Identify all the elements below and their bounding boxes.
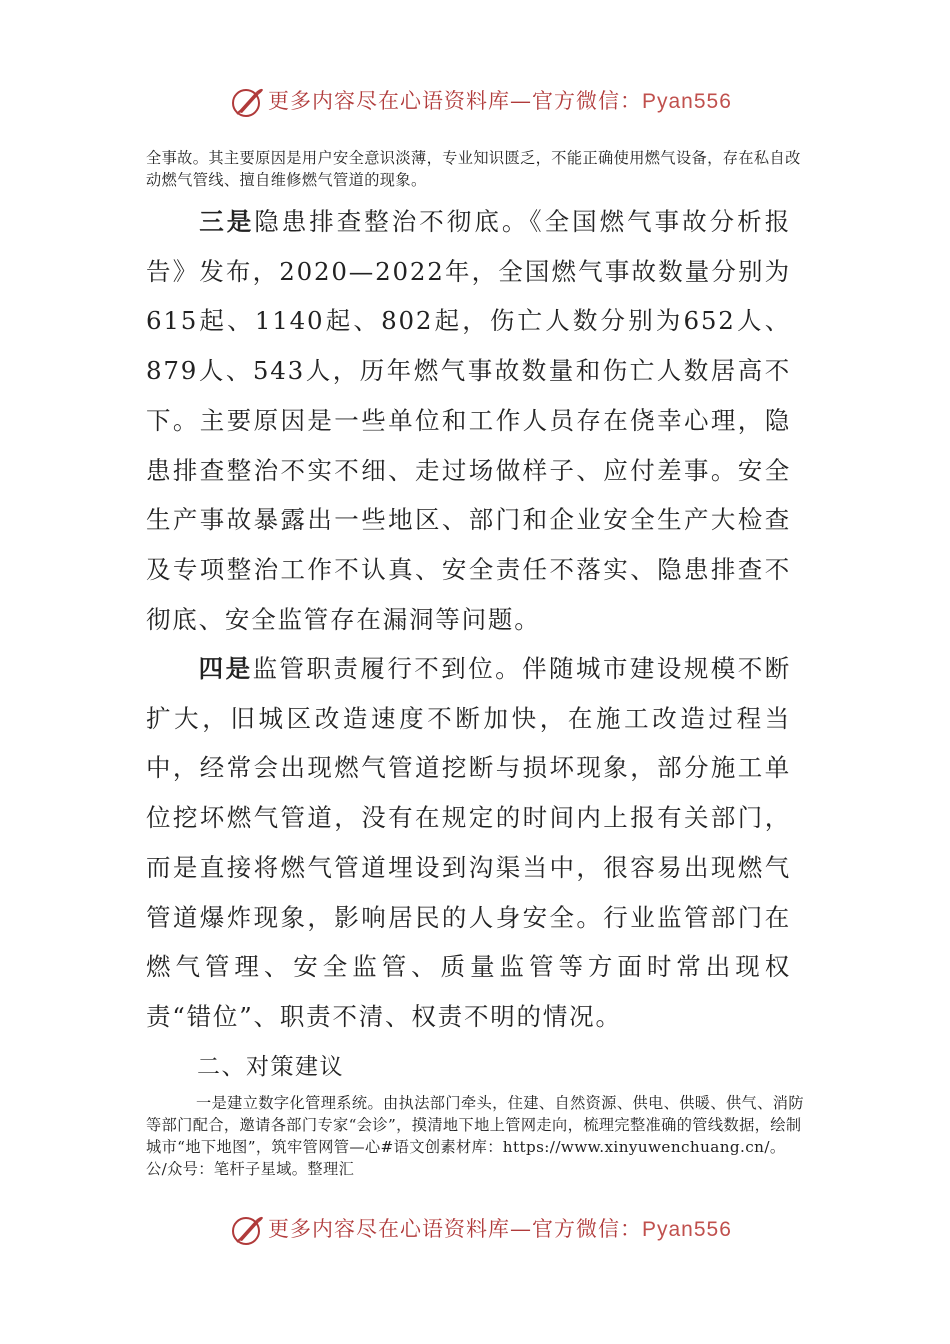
intro-paragraph: 全事故。其主要原因是用户安全意识淡薄，专业知识匮乏，不能正确使用燃气设备，存在私自改动燃气管线、擅自维修燃气管道的现象。 [146,149,801,189]
section-three-text: 隐患排查整治不彻底。《全国燃气事故分析报告》发布，2020—2022年，全国燃气事故数量分别为615起、1140起、802起，伤亡人数分别为652人、879人、543人，历年燃气事故数量和伤亡人数居高不下。主要原因是一些单位和工作人员存在侥幸心理，隐患排查整治不实不细、走过场做样子、应付差事。安全生产事故暴露出一些地区、部门和企业安全生产大检查及专项整治工作不认真、安全责任不落实、隐患排查不彻底、安全监管存在漏洞等问题。 [146,207,791,634]
banner-text [268,1215,732,1244]
banner-wechat-id: Pyan556 [642,1218,732,1241]
quill-logo-icon [229,84,265,120]
section-heading-countermeasures: 二、对策建议 [197,1054,344,1080]
banner-wechat-id: Pyan556 [642,90,732,113]
header-banner [0,82,950,122]
banner-text [268,87,732,116]
section-four-lead: 四是 [198,654,253,683]
quill-logo-icon [229,1212,265,1248]
digital-management-paragraph [146,1092,806,1180]
footer-banner [0,1210,950,1250]
section-three-paragraph [146,197,791,644]
section-four-paragraph [146,644,791,1042]
digital-management-text: 一是建立数字化管理系统。由执法部门牵头，住建、自然资源、供电、供暖、供气、消防等部门配合，邀请各部门专家“会诊”，摸清地下地上管网走向，梳理完整准确的管线数据，绘制城市“地下地图”，筑牢管网管—心#语文创素材库：https://www.xinyuwenchuang.cn/。公/众号：笔杆子星域。整理汇 [146,1094,804,1178]
section-three-lead: 三是 [198,207,255,236]
section-four-text: 监管职责履行不到位。伴随城市建设规模不断扩大，旧城区改造速度不断加快，在施工改造过程当中，经常会出现燃气管道挖断与损坏现象，部分施工单位挖坏燃气管道，没有在规定的时间内上报有关部门，而是直接将燃气管道埋设到沟渠当中，很容易出现燃气管道爆炸现象，影响居民的人身安全。行业监管部门在燃气管理、安全监管、质量监管等方面时常出现权责“错位”、职责不清、权责不明的情况。 [146,654,791,1031]
banner-label: 更多内容尽在心语资料库—官方微信： [268,89,642,113]
banner-label: 更多内容尽在心语资料库—官方微信： [268,1217,642,1241]
